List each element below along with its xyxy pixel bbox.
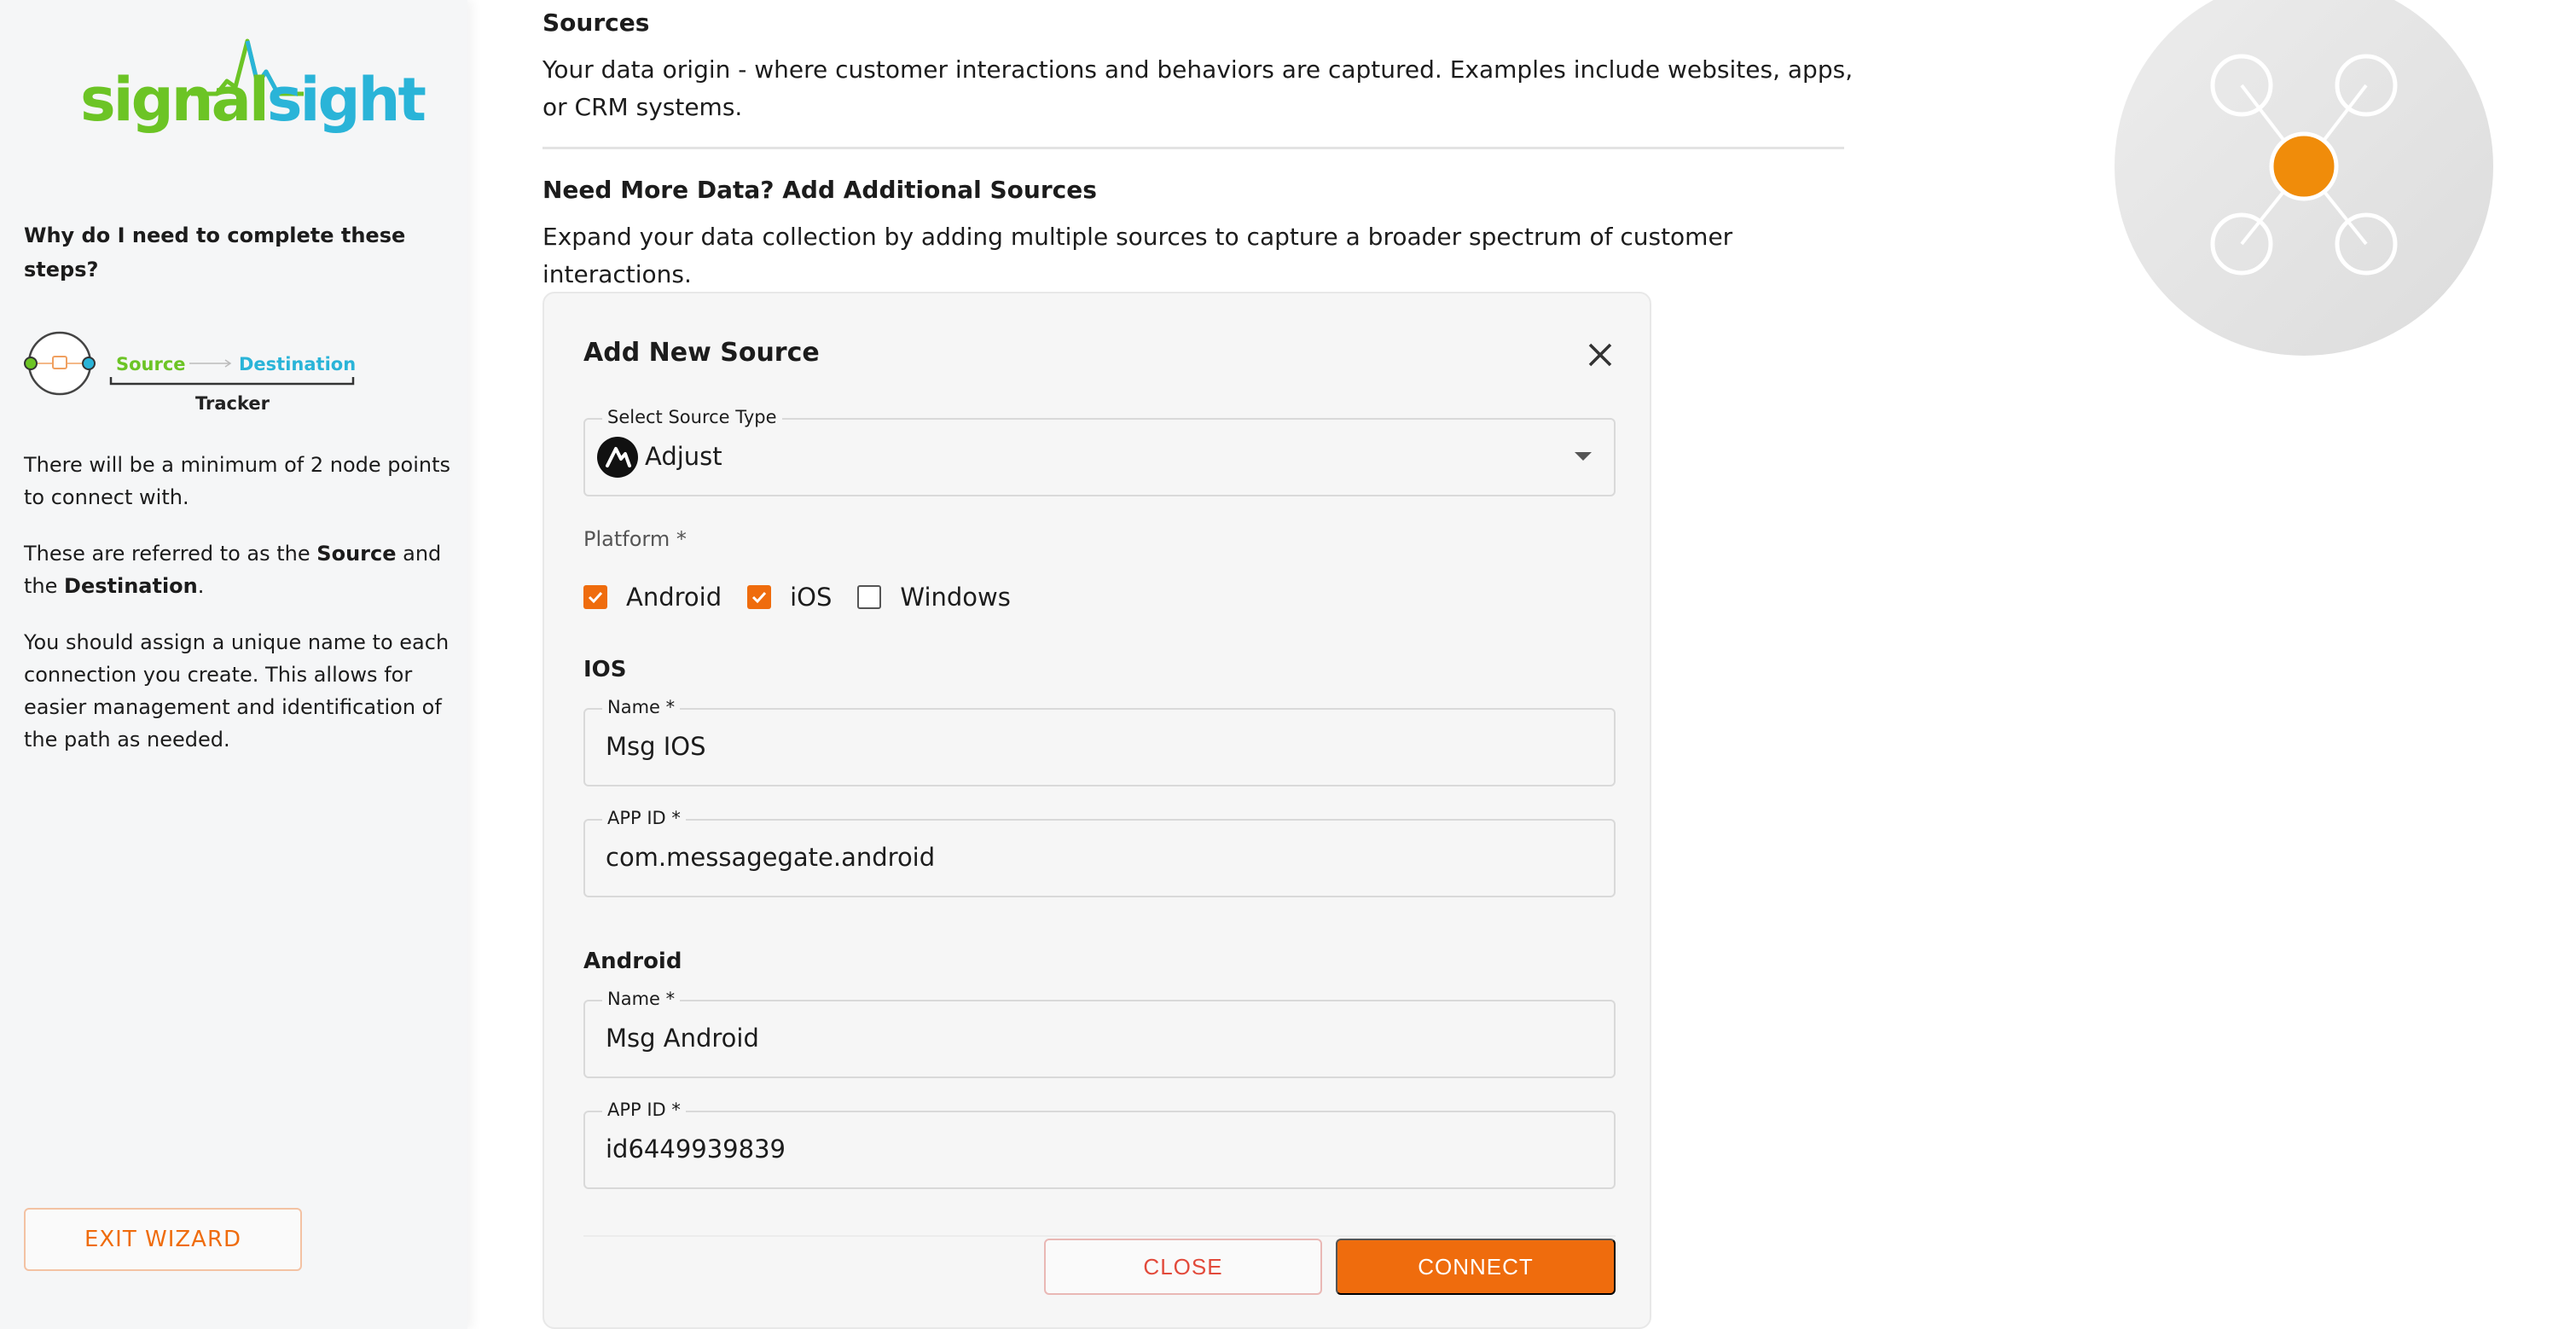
android-name-value[interactable]: Msg Android	[606, 1024, 759, 1053]
android-appid-value[interactable]: id6449939839	[606, 1135, 786, 1164]
windows-checkbox-label[interactable]: Windows	[900, 583, 1011, 612]
diagram-source-label: Source	[116, 354, 186, 374]
ios-appid-label: APP ID *	[602, 807, 686, 829]
ios-appid-field[interactable]	[583, 808, 1616, 897]
why-heading: Why do I need to complete these steps?	[24, 223, 406, 281]
dialog-footer-divider	[583, 1235, 1616, 1237]
ios-section-title: IOS	[583, 657, 627, 682]
checkmark-icon	[750, 588, 769, 606]
windows-checkbox[interactable]	[857, 585, 881, 609]
source-type-value: Adjust	[645, 442, 722, 471]
platform-checkboxes	[583, 580, 1036, 614]
sidebar	[0, 0, 467, 1329]
more-data-description: Expand your data collection by adding multiple sources to capture a broader spectrum of customer interactions.	[542, 223, 1733, 288]
exit-wizard-button[interactable]: EXIT WIZARD	[24, 1208, 302, 1271]
android-checkbox-label[interactable]: Android	[626, 583, 722, 612]
adjust-logo-icon	[597, 437, 638, 478]
source-destination-text: These are referred to as the Source and the Destination.	[24, 542, 442, 598]
sources-title: Sources	[542, 9, 650, 37]
platform-label: Platform *	[583, 527, 687, 551]
source-type-select[interactable]	[583, 407, 1616, 496]
min-nodes-text: There will be a minimum of 2 node points to connect with.	[24, 453, 451, 509]
dialog-title: Add New Source	[583, 338, 820, 368]
sources-description: Your data origin - where customer interactions and behaviors are captured. Examples include websites, apps, or CRM systems.	[542, 55, 1854, 121]
ios-name-field[interactable]	[583, 697, 1616, 786]
android-appid-label: APP ID *	[602, 1099, 686, 1121]
connect-button[interactable]: CONNECT	[1336, 1239, 1616, 1295]
diagram-destination-label: Destination	[239, 354, 357, 374]
android-name-field[interactable]	[583, 989, 1616, 1078]
more-data-title: Need More Data? Add Additional Sources	[542, 176, 1097, 204]
chevron-down-icon[interactable]	[1575, 452, 1592, 461]
logo-text-sight: sight	[266, 65, 424, 135]
ios-name-label: Name *	[602, 696, 680, 718]
android-appid-field[interactable]	[583, 1100, 1616, 1189]
ios-appid-value[interactable]: com.messagegate.android	[606, 843, 936, 872]
signalsight-logo	[80, 34, 424, 145]
source-node-graphic	[2112, 0, 2496, 358]
ios-checkbox-label[interactable]: iOS	[790, 583, 833, 612]
android-checkbox[interactable]	[583, 585, 607, 609]
logo-text-signal: signal	[80, 65, 267, 135]
source-type-label: Select Source Type	[602, 406, 782, 428]
ios-checkbox[interactable]	[747, 585, 771, 609]
android-section-title: Android	[583, 949, 682, 974]
unique-name-text: You should assign a unique name to each connection you create. This allows for easier management and identification of the path as needed.	[24, 630, 450, 752]
diagram-tracker-label: Tracker	[195, 393, 270, 413]
checkmark-icon	[586, 588, 605, 606]
section-divider	[542, 147, 1844, 149]
source-destination-diagram	[20, 328, 379, 413]
android-name-label: Name *	[602, 988, 680, 1010]
close-icon[interactable]	[1583, 338, 1617, 372]
ios-name-value[interactable]: Msg IOS	[606, 732, 706, 761]
add-source-dialog	[542, 292, 1651, 1329]
close-button[interactable]: CLOSE	[1044, 1239, 1322, 1295]
